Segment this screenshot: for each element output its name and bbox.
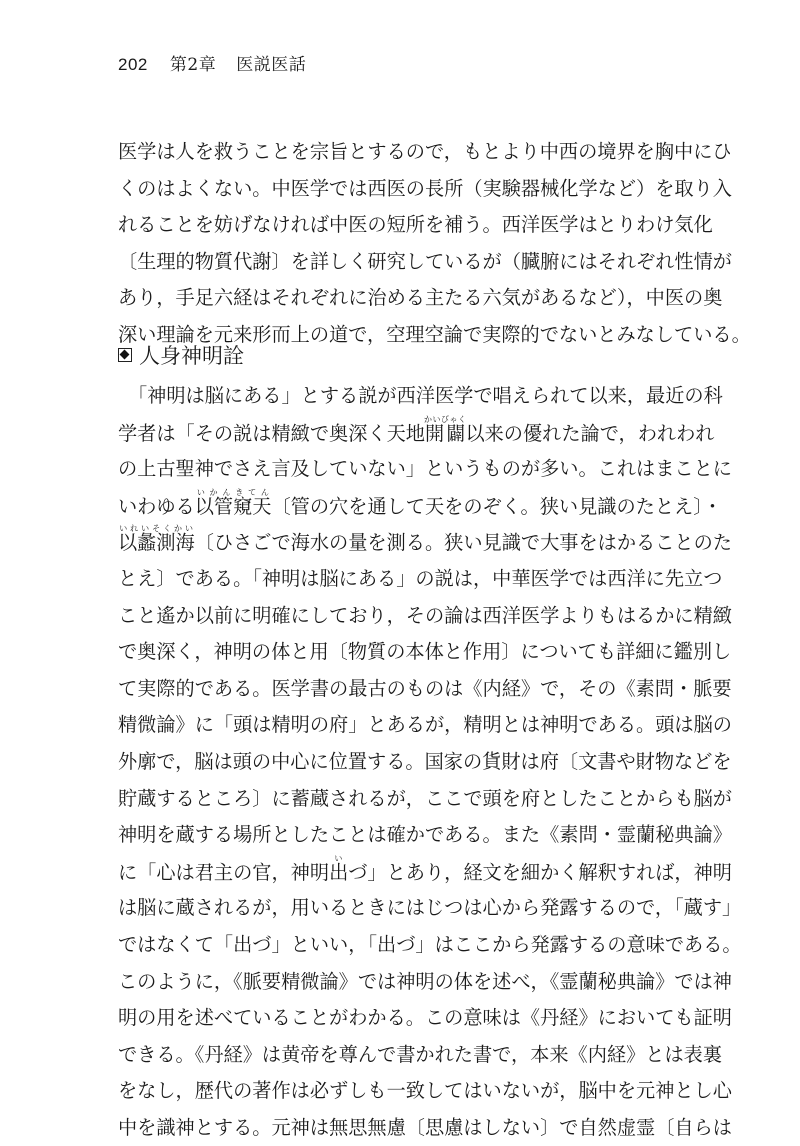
text-line: の上古聖神でさえ言及していない」というものが多い。これはまことに <box>118 457 732 481</box>
text-line: 深い理論を元来形而上の道で，空理空論で実際的でないとみなしている。 <box>118 322 751 346</box>
text-line: 貯蔵するところ〕に蓄蔵されるが，ここで頭を府としたことからも脳が <box>118 786 732 810</box>
text-line: 中を識神とする。元神は無思無慮〔思慮はしない〕で自然虚霊〔自らは <box>118 1115 732 1139</box>
diamond-in-square-icon <box>118 348 132 362</box>
text-line: で奥深く，神明の体と用〔物質の本体と作用〕についても詳細に鑑別し <box>118 640 732 664</box>
text-line: をなし，歴代の著作は必ずしも一致してはいないが，脳中を元神とし心 <box>118 1079 732 1103</box>
text-line: いわゆる以管窺天いかんきてん〔管の穴を通して天をのぞく。狭い見識のたとえ〕・ <box>118 487 723 518</box>
section-title: 人身神明詮 <box>139 344 244 368</box>
chapter-label: 第2章 <box>169 55 217 75</box>
text-line: 医学は人を救うことを宗旨とするので，もとより中西の境界を胸中にひ <box>118 140 732 163</box>
text-line: 「神明は脳にある」とする説が西洋医学で唱えられて以来，最近の科 <box>128 384 723 407</box>
text-line: 神明を蔵する場所としたことは確かである。また《素問・霊蘭秘典論》 <box>118 823 732 847</box>
text-line: 明の用を述べていることがわかる。この意味は《丹経》においても証明 <box>118 1006 732 1030</box>
text-line: できる。《丹経》は黄帝を尊んで書かれた書で，本来《内経》とは表裏 <box>118 1042 723 1066</box>
text-line: 学者は「その説は精緻で奥深く天地開闢かいびゃく以来の優れた論で，われわれ <box>118 414 715 445</box>
text-line: 〔生理的物質代謝〕を詳しく研究しているが（臓腑にはそれぞれ性情が <box>118 249 732 273</box>
text-line: は脳に蔵されるが，用いるときにはじつは心から発露するので，「蔵す」 <box>118 896 742 920</box>
text-line: ではなくて「出づ」といい，「出づ」はここから発露するの意味である。 <box>118 932 742 956</box>
text-line: 外廓で，脳は頭の中心に位置する。国家の貨財は府〔文書や財物などを <box>118 749 732 773</box>
text-line: こと遙か以前に明確にしており，その論は西洋医学よりもはるかに精緻 <box>118 603 732 627</box>
text-line: あり，手足六経はそれぞれに治める主たる六気があるなど），中医の奥 <box>118 286 723 310</box>
text-line: に「心は君主の官，神明出いづ」とあり，経文を細かく解釈すれば，神明 <box>118 853 732 884</box>
ruby-annotated-term: 開闢かいびゃく <box>423 414 467 445</box>
section-body <box>118 378 742 1146</box>
ruby-annotated-term: 以蠡測海いれいそくかい <box>118 524 195 555</box>
text-line: くのはよくない。中医学では西医の長所（実験器械化学など）を取り入 <box>118 176 732 200</box>
ruby-annotated-term: 出い <box>329 853 349 884</box>
chapter-title: 医説医話 <box>236 55 307 75</box>
section-heading <box>118 340 244 370</box>
text-line: て実際的である。医学書の最古のものは《内経》で，その《素問・脈要 <box>118 676 732 700</box>
intro-paragraph <box>118 134 751 354</box>
text-line: 精微論》に「頭は精明の府」とあるが，精明とは神明である。頭は脳の <box>118 713 732 737</box>
text-line: とえ〕である。「神明は脳にある」の説は，中華医学では西洋に先立つ <box>118 566 723 590</box>
running-head <box>118 50 306 75</box>
text-line: れることを妨げなければ中医の短所を補う。西洋医学はとりわけ気化 <box>118 213 713 237</box>
text-line: このように，《脈要精微論》では神明の体を述べ，《霊蘭秘典論》では神 <box>118 969 732 993</box>
page-number: 202 <box>118 55 148 74</box>
text-line: 以蠡測海いれいそくかい〔ひさごで海水の量を測る。狭い見識で大事をはかることのた <box>118 524 732 555</box>
ruby-annotated-term: 以管窺天いかんきてん <box>194 487 272 518</box>
